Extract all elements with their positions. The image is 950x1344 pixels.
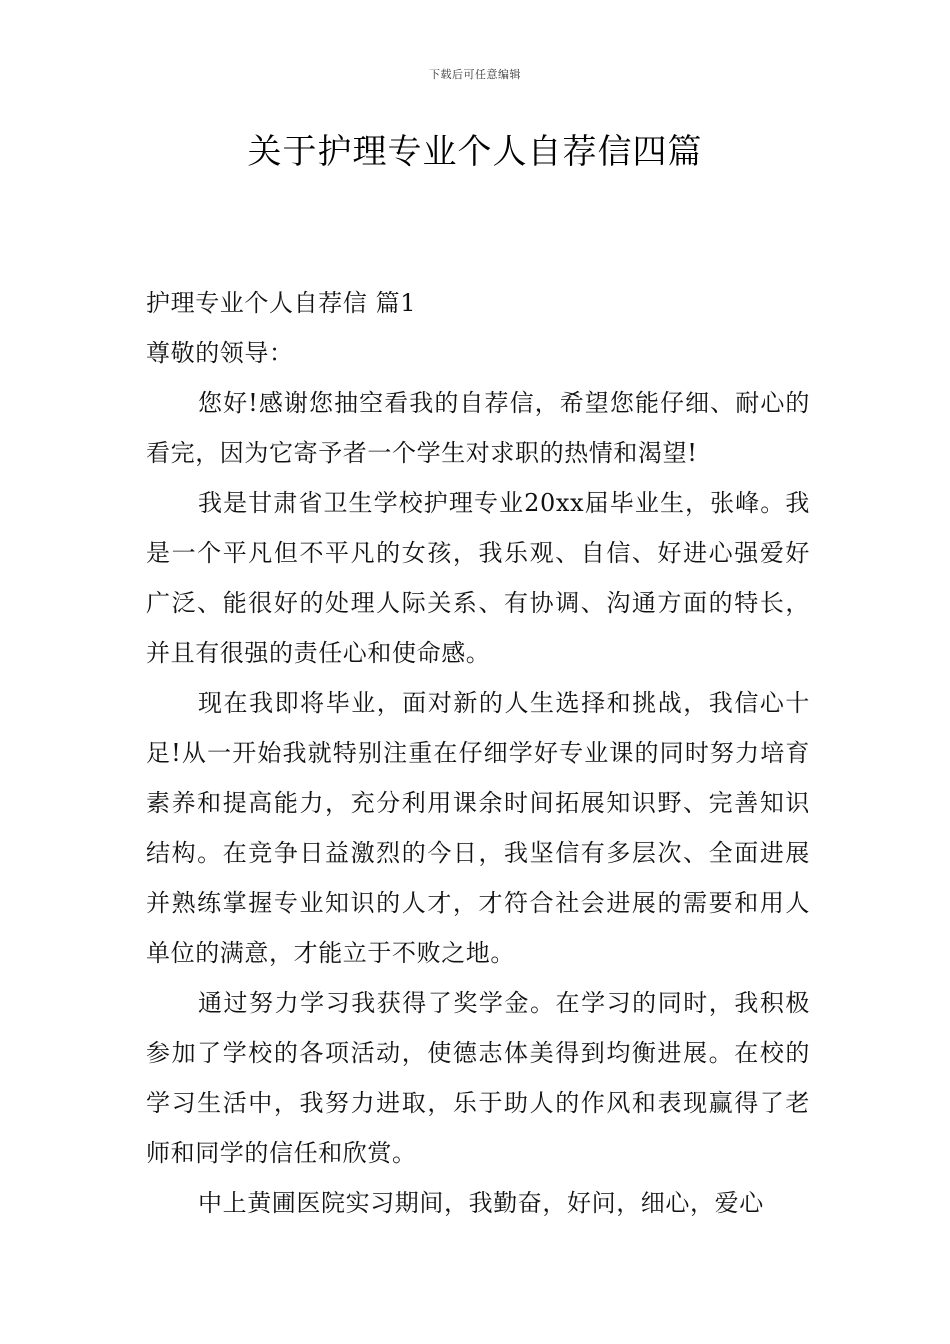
paragraph: 现在我即将毕业，面对新的人生选择和挑战，我信心十足!从一开始我就特别注重在仔细学好专业课的同时努力培育素养和提高能力，充分利用课余时间拓展知识野、完善知识结构。在竞争日益激烈的今日，我坚信有多层次、全面进展并熟练掌握专业知识的人才，才符合社会进展的需要和用人单位的满意，才能立于不败之地。: [146, 689, 810, 967]
section-heading: 护理专业个人自荐信 篇1: [146, 289, 417, 317]
header-note: 下载后可任意编辑: [429, 68, 521, 81]
paragraph: 您好!感谢您抽空看我的自荐信，希望您能仔细、耐心的看完，因为它寄予者一个学生对求职的热情和渴望!: [146, 389, 810, 467]
salutation: 尊敬的领导：: [146, 339, 294, 367]
paragraph: 通过努力学习我获得了奖学金。在学习的同时，我积极参加了学校的各项活动，使德志体美得到均衡进展。在校的学习生活中，我努力进取，乐于助人的作风和表现赢得了老师和同学的信任和欣赏。: [146, 989, 810, 1167]
paragraph: 中上黄圃医院实习期间，我勤奋，好问，细心，爱心: [198, 1189, 764, 1217]
document-body: [146, 278, 810, 1228]
document-title: 关于护理专业个人自荐信四篇: [247, 132, 703, 172]
paragraph: 我是甘肃省卫生学校护理专业20xx届毕业生，张峰。我是一个平凡但不平凡的女孩，我乐观、自信、好进心强爱好广泛、能很好的处理人际关系、有协调、沟通方面的特长，并且有很强的责任心和使命感。: [146, 489, 810, 667]
